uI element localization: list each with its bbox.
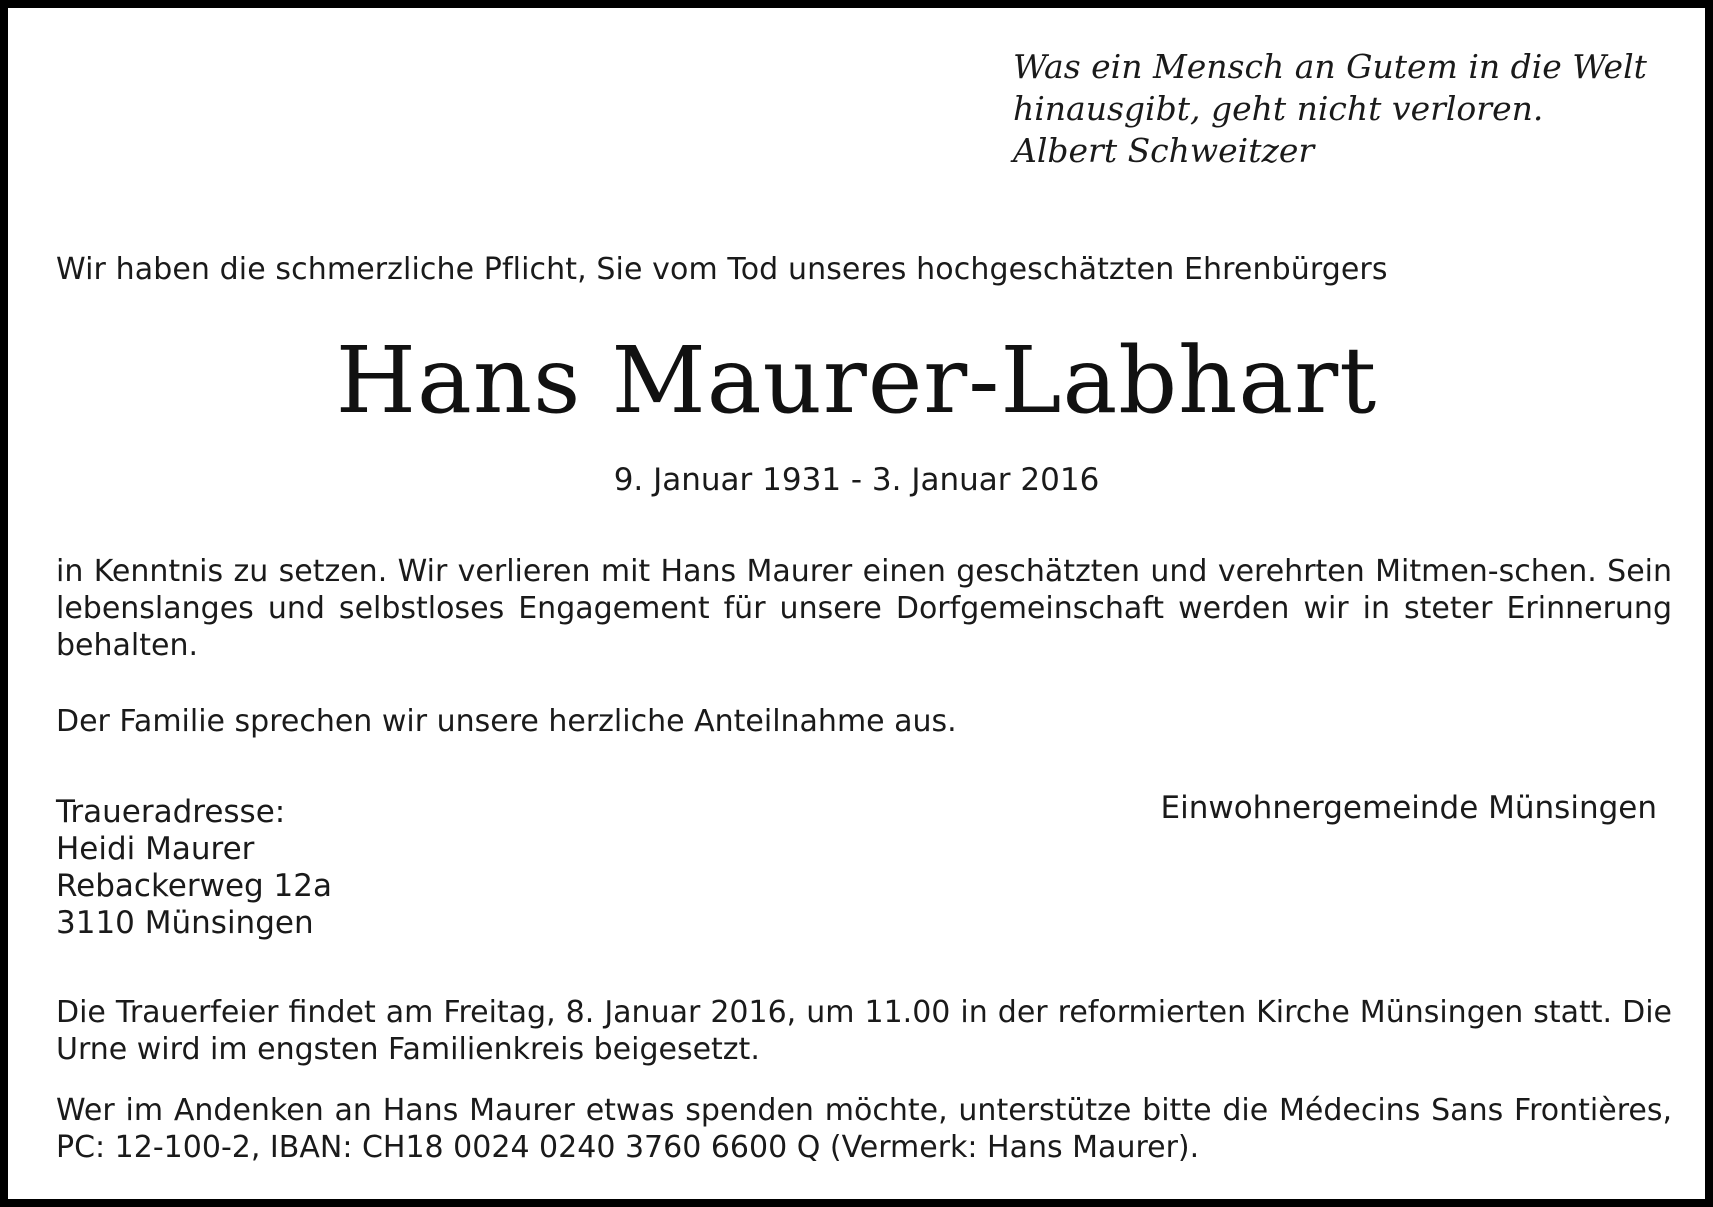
address-street: Rebackerweg 12a [56, 868, 333, 904]
ceremony-paragraph: Die Trauerfeier findet am Freitag, 8. Januar 2016, um 11.00 in der reformierten Kirche Münsingen statt. Die Urne wird im engsten Familienkreis beigesetzt. [56, 995, 1672, 1067]
epigraph-quote [1013, 46, 1653, 172]
quote-line-2: hinausgibt, geht nicht verloren. [1013, 89, 1544, 128]
quote-author: Albert Schweitzer [1013, 131, 1315, 170]
quote-line-1: Was ein Mensch an Gutem in die Welt [1013, 47, 1647, 86]
condolence-paragraph: Der Familie sprechen wir unsere herzliche Anteilnahme aus. [56, 704, 957, 739]
deceased-name: Hans Maurer-Labhart [335, 327, 1378, 434]
mourning-address [56, 794, 332, 942]
donation-paragraph: Wer im Andenken an Hans Maurer etwas spenden möchte, unterstütze bitte die Médecins Sans Frontières, PC: 12-100-2, IBAN: CH18 0024 0240 3760 6600 Q (Vermerk: Hans Maurer). [56, 1093, 1672, 1165]
announcement-paragraph: in Kenntnis zu setzen. Wir verlieren mit Hans Maurer einen geschätzten und verehrten Mitmen-schen. Sein lebenslanges und selbstloses Engagement für unsere Dorfgemeinschaft werden wir in steter Erinnerung behalten. [56, 554, 1672, 663]
signature-municipality: Einwohnergemeinde Münsingen [1160, 790, 1657, 826]
life-dates: 9. Januar 1931 - 3. Januar 2016 [613, 462, 1100, 498]
intro-text: Wir haben die schmerzliche Pflicht, Sie vom Tod unseres hochgeschätzten Ehrenbürgers [56, 252, 1388, 287]
address-name: Heidi Maurer [56, 831, 255, 867]
address-city: 3110 Münsingen [56, 905, 314, 941]
address-label: Traueradresse: [56, 794, 286, 830]
